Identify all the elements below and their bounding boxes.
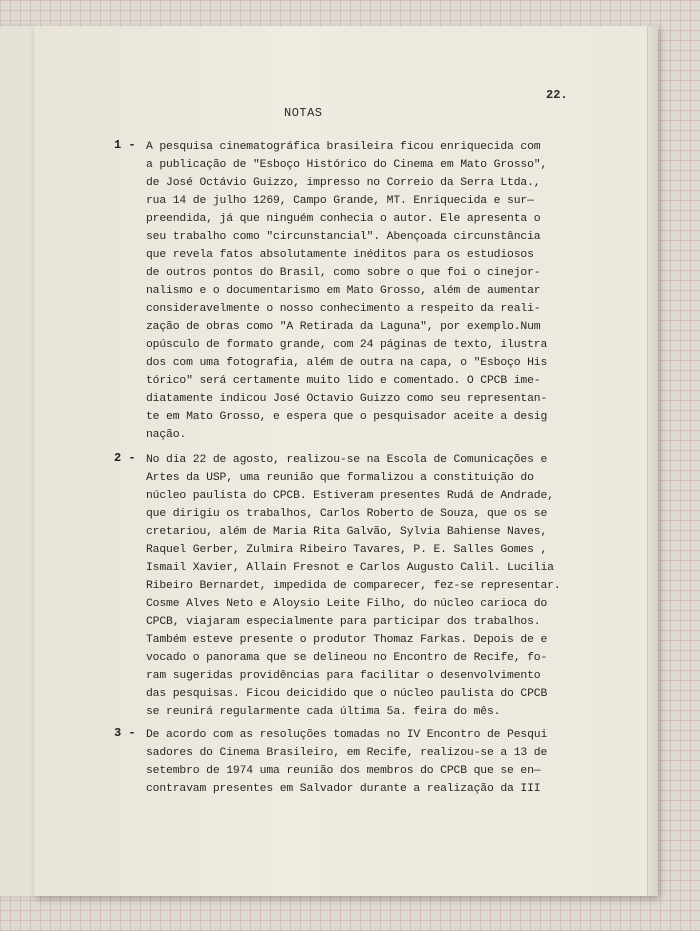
note-line: CPCB, viajaram especialmente para participar dos trabalhos. xyxy=(146,616,541,628)
note-number: 3 - xyxy=(114,726,136,740)
note-number: 1 - xyxy=(114,138,136,152)
page-edge xyxy=(647,26,658,896)
page-number: 22. xyxy=(546,88,568,102)
note-line: contravam presentes em Salvador durante a realização da III xyxy=(146,783,541,795)
note-line: de José Octávio Guizzo, impresso no Correio da Serra Ltda., xyxy=(146,177,541,189)
note-line: que revela fatos absolutamente inéditos para os estudiosos xyxy=(146,249,534,261)
note-line: cretariou, além de Maria Rita Galvão, Sylvia Bahiense Naves, xyxy=(146,526,548,538)
note-line: sadores do Cinema Brasileiro, em Recife, realizou-se a 13 de xyxy=(146,747,548,759)
note-line: Ismail Xavier, Allain Fresnot e Carlos Augusto Calil. Lucilia xyxy=(146,562,554,574)
note-line: que dirigiu os trabalhos, Carlos Roberto de Souza, que os se xyxy=(146,508,548,520)
note-line: opúsculo de formato grande, com 24 páginas de texto, ilustra xyxy=(146,339,548,351)
document-page xyxy=(34,26,658,896)
note-line: núcleo paulista do CPCB. Estiveram presentes Rudá de Andrade, xyxy=(146,490,554,502)
note-line: A pesquisa cinematográfica brasileira ficou enriquecida com xyxy=(146,141,541,153)
note-line: tórico" será certamente muito lido e comentado. O CPCB ime- xyxy=(146,375,541,387)
note-line: De acordo com as resoluções tomadas no IV Encontro de Pesqui xyxy=(146,729,548,741)
note-line: Artes da USP, uma reunião que formalizou a constituição do xyxy=(146,472,534,484)
note-line: nação. xyxy=(146,429,187,441)
note-line: No dia 22 de agosto, realizou-se na Escola de Comunicações e xyxy=(146,454,548,466)
note-number: 2 - xyxy=(114,451,136,465)
note-line: zação de obras como "A Retirada da Laguna", por exemplo.Num xyxy=(146,321,541,333)
note-line: setembro de 1974 uma reunião dos membros do CPCB que se en— xyxy=(146,765,541,777)
note-line: consideravelmente o nosso conhecimento a respeito da reali- xyxy=(146,303,541,315)
note-line: vocado o panorama que se delineou no Encontro de Recife, fo- xyxy=(146,652,548,664)
page-title: NOTAS xyxy=(284,106,323,120)
note-line: preendida, já que ninguém conhecia o autor. Ele apresenta o xyxy=(146,213,541,225)
note-line: se reunirá regularmente cada última 5a. feira do mês. xyxy=(146,706,501,718)
note-line: diatamente indicou José Octavio Guizzo como seu representan- xyxy=(146,393,548,405)
note-line: Também esteve presente o produtor Thomaz Farkas. Depois de e xyxy=(146,634,548,646)
note-line: te em Mato Grosso, e espera que o pesquisador aceite a desig xyxy=(146,411,548,423)
note-line: Raquel Gerber, Zulmira Ribeiro Tavares, P. E. Salles Gomes , xyxy=(146,544,548,556)
note-line: dos com uma fotografia, além de outra na capa, o "Esboço His xyxy=(146,357,548,369)
note-line: Cosme Alves Neto e Aloysio Leite Filho, do núcleo carioca do xyxy=(146,598,548,610)
note-line: nalismo e o documentarismo em Mato Grosso, além de aumentar xyxy=(146,285,541,297)
previous-page-edge xyxy=(0,26,36,896)
note-line: seu trabalho como "circunstancial". Abençoada circunstância xyxy=(146,231,541,243)
note-line: das pesquisas. Ficou deicidido que o núcleo paulista do CPCB xyxy=(146,688,548,700)
note-line: a publicação de "Esboço Histórico do Cinema em Mato Grosso", xyxy=(146,159,548,171)
note-line: de outros pontos do Brasil, como sobre o que foi o cinejor- xyxy=(146,267,541,279)
note-line: ram sugeridas providências para facilitar o desenvolvimento xyxy=(146,670,541,682)
note-line: rua 14 de julho 1269, Campo Grande, MT. Enriquecida e sur— xyxy=(146,195,534,207)
note-line: Ribeiro Bernardet, impedida de comparecer, fez-se representar. xyxy=(146,580,561,592)
